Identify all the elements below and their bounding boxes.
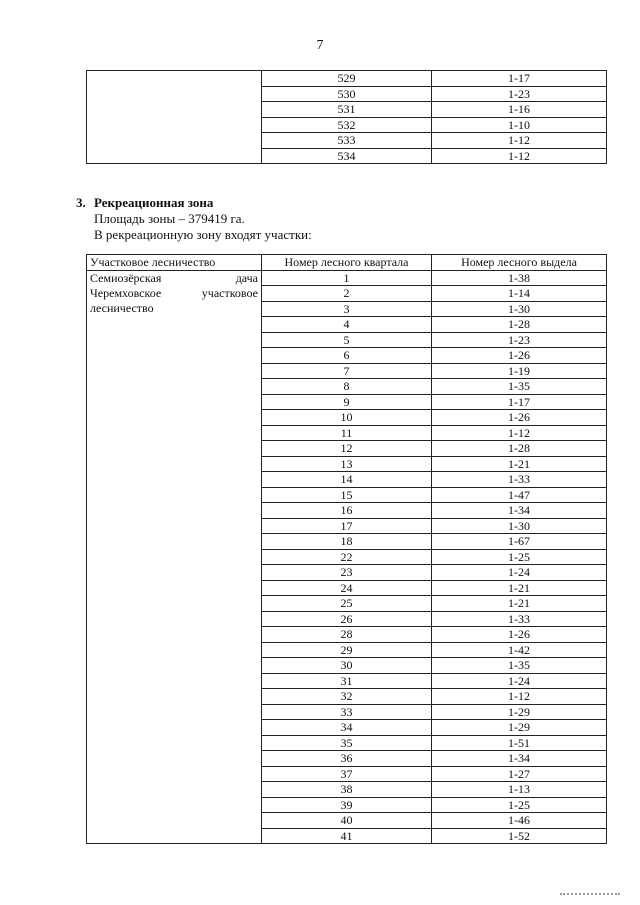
forestry-word: дача <box>235 270 258 285</box>
allotment-cell: 1-30 <box>432 518 607 534</box>
allotment-cell: 1-47 <box>432 487 607 503</box>
continuation-table <box>86 70 607 164</box>
allotment-cell: 1-35 <box>432 379 607 395</box>
allotment-cell: 1-12 <box>432 148 607 164</box>
quarter-cell: 16 <box>262 503 432 519</box>
zone-area: Площадь зоны – 379419 га. <box>94 211 245 226</box>
allotment-cell: 1-30 <box>432 301 607 317</box>
quarter-cell: 10 <box>262 410 432 426</box>
allotment-cell: 1-21 <box>432 456 607 472</box>
allotment-cell: 1-23 <box>432 332 607 348</box>
quarter-cell: 3 <box>262 301 432 317</box>
quarter-cell: 7 <box>262 363 432 379</box>
header-quarter: Номер лесного квартала <box>262 255 432 271</box>
quarter-cell: 36 <box>262 751 432 767</box>
quarter-cell: 8 <box>262 379 432 395</box>
quarter-cell: 31 <box>262 673 432 689</box>
allotment-cell: 1-29 <box>432 704 607 720</box>
forestry-word: Семиозёрская <box>90 270 162 285</box>
allotment-cell: 1-29 <box>432 720 607 736</box>
quarter-cell: 532 <box>262 117 432 133</box>
quarter-cell: 13 <box>262 456 432 472</box>
quarter-cell: 9 <box>262 394 432 410</box>
zone-intro: В рекреационную зону входят участки: <box>94 227 312 242</box>
allotment-cell: 1-34 <box>432 503 607 519</box>
allotment-cell: 1-46 <box>432 813 607 829</box>
allotment-cell: 1-34 <box>432 751 607 767</box>
quarter-cell: 1 <box>262 270 432 286</box>
forestry-cell <box>87 270 262 844</box>
allotment-cell: 1-13 <box>432 782 607 798</box>
allotment-cell: 1-42 <box>432 642 607 658</box>
quarter-cell: 14 <box>262 472 432 488</box>
allotment-cell: 1-35 <box>432 658 607 674</box>
quarter-cell: 29 <box>262 642 432 658</box>
allotment-cell: 1-51 <box>432 735 607 751</box>
forestry-word: Черемховское <box>90 285 162 300</box>
table-header-row <box>87 255 607 271</box>
page-number: 7 <box>316 38 324 53</box>
quarter-cell: 534 <box>262 148 432 164</box>
quarter-cell: 35 <box>262 735 432 751</box>
forestry-line-1 <box>90 271 258 286</box>
allotment-cell: 1-12 <box>432 689 607 705</box>
quarter-cell: 24 <box>262 580 432 596</box>
quarter-cell: 533 <box>262 133 432 149</box>
allotment-cell: 1-12 <box>432 425 607 441</box>
forestry-line-2 <box>90 286 258 301</box>
scan-artifact <box>560 893 620 898</box>
allotment-cell: 1-26 <box>432 348 607 364</box>
quarter-cell: 11 <box>262 425 432 441</box>
quarter-cell: 40 <box>262 813 432 829</box>
quarter-cell: 38 <box>262 782 432 798</box>
quarter-cell: 4 <box>262 317 432 333</box>
quarter-cell: 23 <box>262 565 432 581</box>
allotment-cell: 1-10 <box>432 117 607 133</box>
allotment-cell: 1-12 <box>432 133 607 149</box>
quarter-cell: 34 <box>262 720 432 736</box>
allotment-cell: 1-24 <box>432 565 607 581</box>
quarter-cell: 6 <box>262 348 432 364</box>
allotment-cell: 1-14 <box>432 286 607 302</box>
allotment-cell: 1-27 <box>432 766 607 782</box>
allotment-cell: 1-33 <box>432 472 607 488</box>
allotment-cell: 1-23 <box>432 86 607 102</box>
allotment-cell: 1-19 <box>432 363 607 379</box>
allotment-cell: 1-16 <box>432 102 607 118</box>
quarter-cell: 22 <box>262 549 432 565</box>
recreation-zone-table <box>86 254 607 844</box>
section-heading <box>76 195 312 211</box>
quarter-cell: 530 <box>262 86 432 102</box>
allotment-cell: 1-26 <box>432 410 607 426</box>
quarter-cell: 12 <box>262 441 432 457</box>
forestry-word: участковое <box>201 285 258 300</box>
allotment-cell: 1-21 <box>432 596 607 612</box>
quarter-cell: 25 <box>262 596 432 612</box>
quarter-cell: 39 <box>262 797 432 813</box>
forestry-cell <box>87 71 262 164</box>
quarter-cell: 17 <box>262 518 432 534</box>
section-number: 3. <box>76 195 86 210</box>
quarter-cell: 5 <box>262 332 432 348</box>
quarter-cell: 531 <box>262 102 432 118</box>
allotment-cell: 1-17 <box>432 394 607 410</box>
allotment-cell: 1-33 <box>432 611 607 627</box>
allotment-cell: 1-25 <box>432 797 607 813</box>
allotment-cell: 1-28 <box>432 441 607 457</box>
table-row <box>87 71 607 87</box>
quarter-cell: 41 <box>262 828 432 844</box>
quarter-cell: 33 <box>262 704 432 720</box>
allotment-cell: 1-17 <box>432 71 607 87</box>
quarter-cell: 26 <box>262 611 432 627</box>
quarter-cell: 37 <box>262 766 432 782</box>
allotment-cell: 1-24 <box>432 673 607 689</box>
forestry-line-3: лесничество <box>90 300 154 315</box>
quarter-cell: 18 <box>262 534 432 550</box>
allotment-cell: 1-38 <box>432 270 607 286</box>
quarter-cell: 30 <box>262 658 432 674</box>
quarter-cell: 28 <box>262 627 432 643</box>
allotment-cell: 1-67 <box>432 534 607 550</box>
header-allotment: Номер лесного выдела <box>432 255 607 271</box>
allotment-cell: 1-52 <box>432 828 607 844</box>
allotment-cell: 1-25 <box>432 549 607 565</box>
header-forestry: Участковое лесничество <box>87 255 262 271</box>
allotment-cell: 1-28 <box>432 317 607 333</box>
quarter-cell: 2 <box>262 286 432 302</box>
recreation-zone-section <box>76 195 312 243</box>
section-title: Рекреационная зона <box>94 195 214 210</box>
table-row <box>87 270 607 286</box>
quarter-cell: 529 <box>262 71 432 87</box>
quarter-cell: 32 <box>262 689 432 705</box>
quarter-cell: 15 <box>262 487 432 503</box>
allotment-cell: 1-21 <box>432 580 607 596</box>
allotment-cell: 1-26 <box>432 627 607 643</box>
